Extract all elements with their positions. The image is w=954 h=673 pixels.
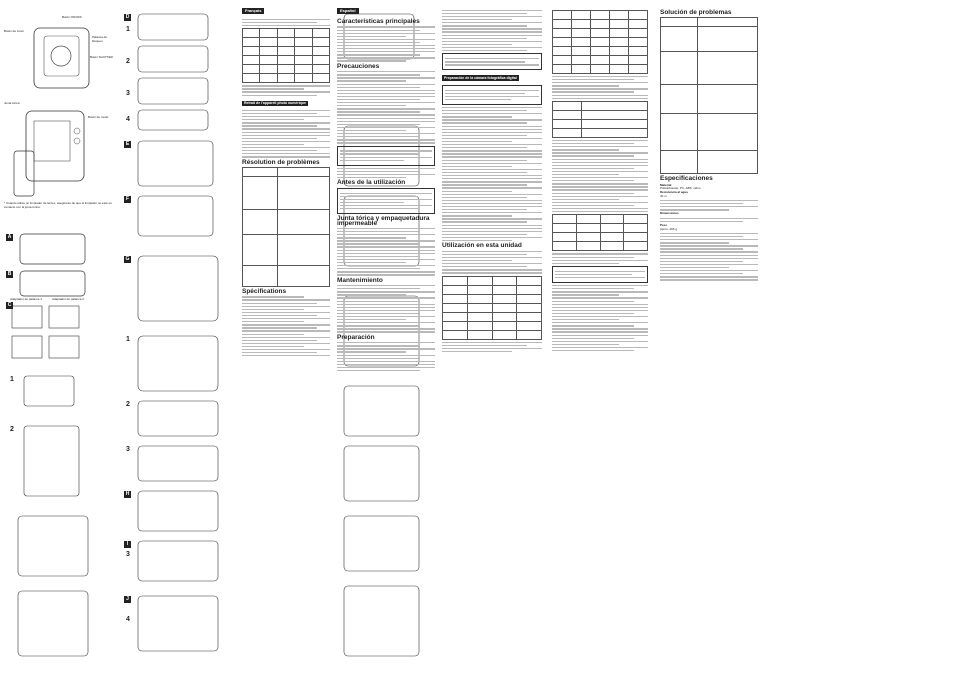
label-mode: Botón de modo bbox=[88, 115, 109, 119]
figure-letter-f: F bbox=[125, 196, 130, 202]
figure-letter-a: A bbox=[7, 234, 12, 240]
es-before-box bbox=[337, 188, 435, 214]
es-oring-heading: Junta tórica y empaquetadura impermeable bbox=[337, 215, 430, 227]
espanol-fourth-column bbox=[660, 8, 758, 282]
spec-material-label: Material bbox=[660, 182, 672, 187]
es-note-box-1 bbox=[442, 53, 542, 70]
label-shutter: Botón SHUTTER bbox=[90, 55, 113, 59]
spec-weight-label: Peso bbox=[660, 222, 668, 227]
step-2-g: 2 bbox=[126, 401, 130, 408]
es-specs-heading: Especificaciones bbox=[660, 175, 713, 183]
es-trouble-table bbox=[660, 17, 758, 174]
figure-letter-h: H bbox=[125, 491, 130, 497]
spec-weight-value: Aprox. 265 g bbox=[660, 226, 678, 231]
spec-material-value: Policarbonato, PC, ABS, vidrio bbox=[660, 186, 701, 191]
step-3-d: 3 bbox=[126, 90, 130, 97]
es-camera-prep-heading: Preparación de la cámara fotográfica digital bbox=[444, 75, 517, 80]
figure-letter-e: E bbox=[125, 141, 130, 147]
fr-specs-heading: Spécifications bbox=[242, 287, 287, 295]
step-2-left: 2 bbox=[10, 426, 14, 433]
es-prep-heading: Preparación bbox=[337, 333, 375, 341]
espanol-third-column bbox=[552, 8, 648, 353]
figure-letter-b: B bbox=[7, 271, 12, 277]
fr-troubleshooting-heading: Résolution de problèmes bbox=[242, 158, 320, 166]
label-lever-adapter-2: Adaptador de palanca 2 bbox=[52, 297, 84, 301]
label-lever-adapter-1: Adaptador de palanca 1 bbox=[10, 297, 42, 301]
spec-depth-label: Resistencia al agua bbox=[660, 190, 688, 194]
step-4-j: 4 bbox=[126, 616, 130, 623]
es-settings-table bbox=[552, 101, 648, 138]
es-troubleshooting-heading: Solución de problemas bbox=[660, 9, 732, 16]
step-1-left: 1 bbox=[10, 376, 14, 383]
figure-letter-j: J bbox=[124, 596, 131, 603]
label-onoff: Botón ON/OFF bbox=[62, 15, 83, 19]
figure-column-2 bbox=[118, 6, 233, 666]
es-use-table bbox=[442, 276, 542, 340]
es-mode-table bbox=[552, 10, 648, 74]
lang-tab-espanol: Español bbox=[337, 8, 359, 14]
spec-depth-value: 40 m bbox=[660, 193, 667, 198]
step-4-d: 4 bbox=[126, 116, 130, 123]
es-before-heading: Antes de la utilización bbox=[337, 179, 406, 187]
column-francais bbox=[242, 8, 330, 358]
es-note-box-3 bbox=[552, 266, 648, 283]
fr-section-removal: Retrait de l'appareil photo numérique bbox=[244, 101, 306, 106]
step-1-d: 1 bbox=[126, 26, 130, 33]
es-features-heading: Características principales bbox=[337, 18, 420, 25]
es-warning-box bbox=[337, 146, 435, 166]
espanol-first-column bbox=[337, 8, 435, 373]
es-playback-table bbox=[552, 214, 648, 251]
lang-tab-francais: Français bbox=[242, 8, 264, 14]
step-3-j: 3 bbox=[126, 551, 130, 558]
figure-letter-i: I bbox=[124, 541, 131, 548]
es-note-box-2 bbox=[442, 85, 542, 105]
figure-drawings-2 bbox=[118, 6, 233, 666]
left-note: * Cuando utilice un limpiador de lentes, asegúrese de que el limpiador no esté en contacto con la junta tórica. bbox=[4, 201, 112, 209]
es-use-heading: Utilización en esta unidad bbox=[442, 242, 522, 250]
espanol-second-column bbox=[442, 8, 542, 354]
figure-letter-c: C bbox=[7, 302, 12, 308]
label-oring: Junta tórica bbox=[4, 101, 20, 105]
step-3-g: 3 bbox=[126, 446, 130, 453]
step-2-d: 2 bbox=[126, 58, 130, 65]
figure-letter-d: D bbox=[125, 14, 130, 20]
figure-letter-g: G bbox=[125, 256, 130, 262]
step-1-g: 1 bbox=[126, 336, 130, 343]
spec-dimensions-label: Dimensiones bbox=[660, 211, 679, 216]
fr-compat-table bbox=[242, 28, 330, 83]
fr-trouble-table bbox=[242, 167, 330, 287]
label-zoom: Botón de zoom bbox=[4, 29, 25, 33]
es-precautions-heading: Precauciones bbox=[337, 62, 380, 70]
es-maintenance-heading: Mantenimiento bbox=[337, 276, 383, 284]
figure-column-left bbox=[4, 6, 114, 666]
label-lock-lever: Palanca de bloqueo bbox=[92, 35, 108, 43]
